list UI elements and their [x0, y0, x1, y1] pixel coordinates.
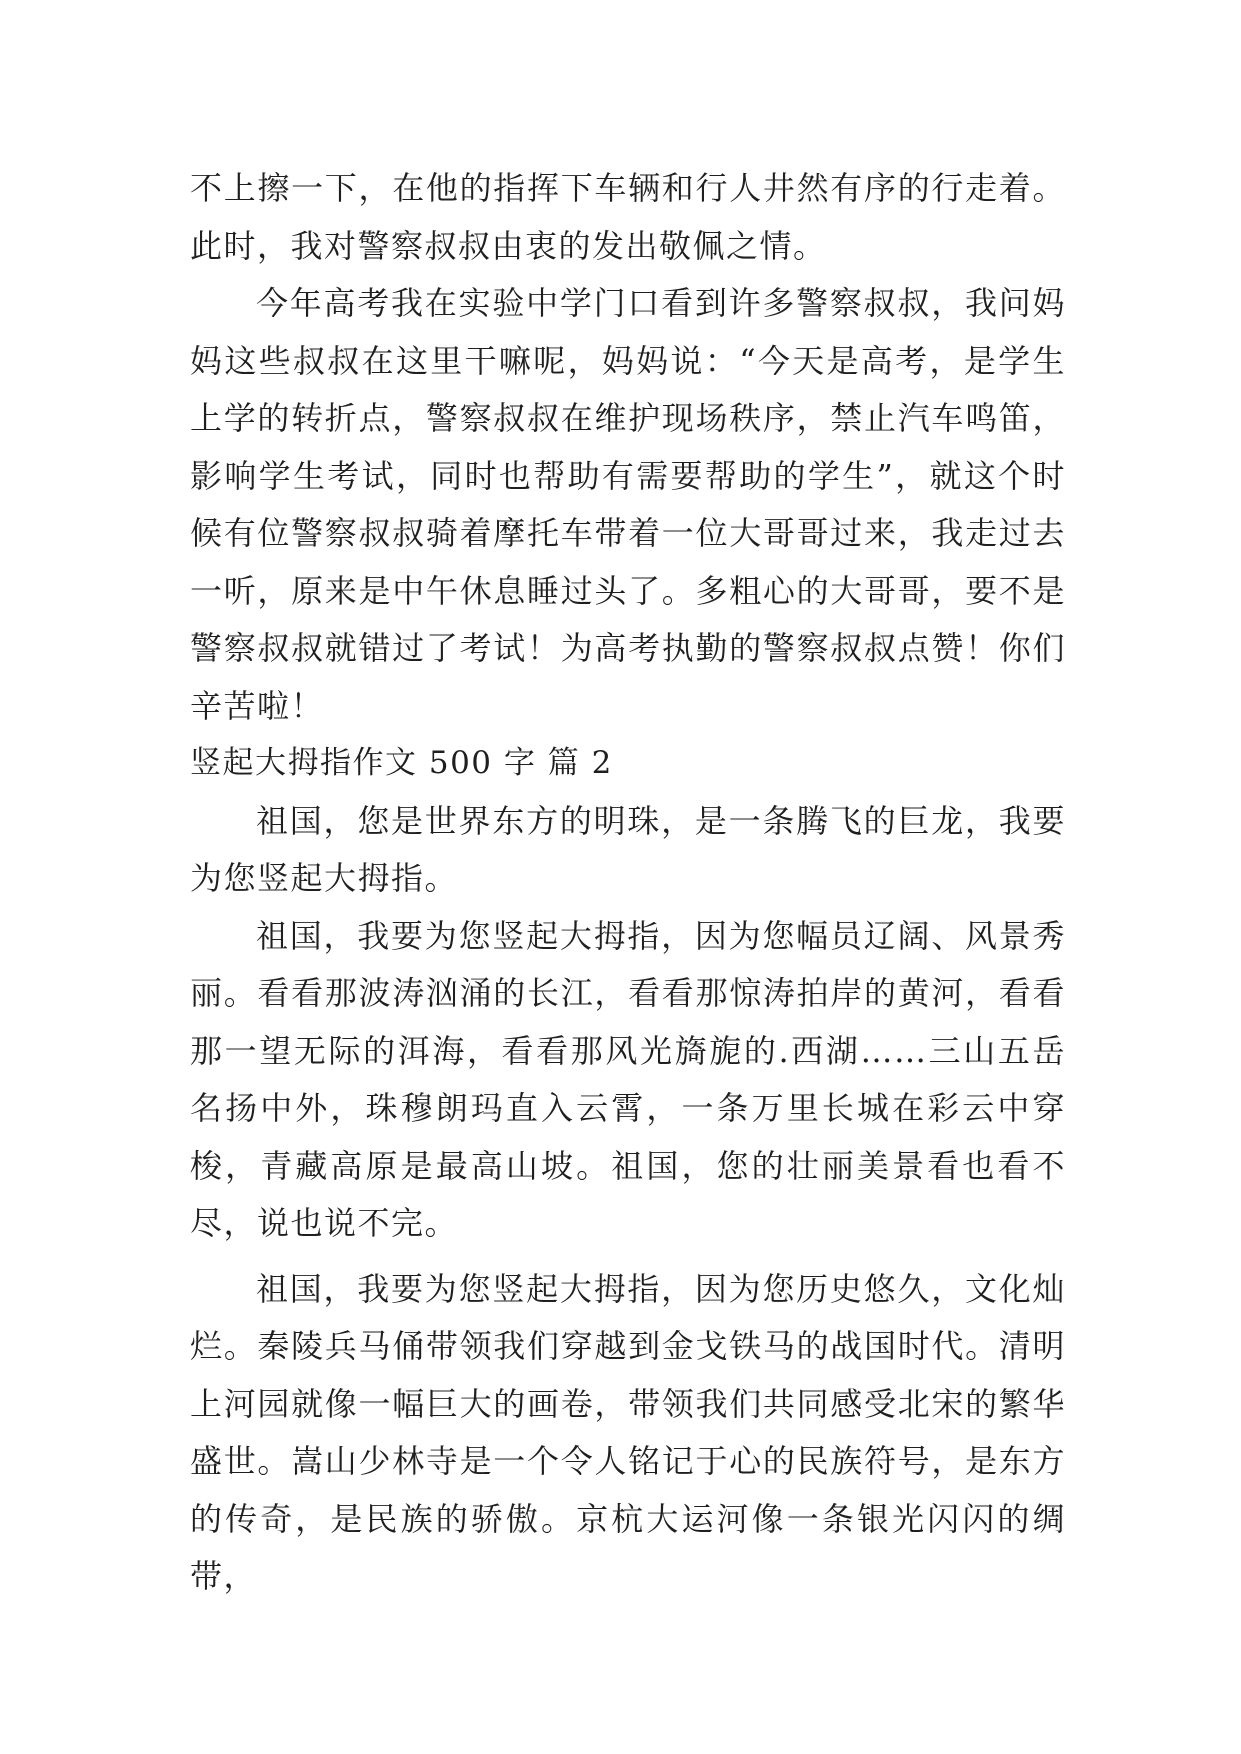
paragraph-2: 今年高考我在实验中学门口看到许多警察叔叔，我问妈妈这些叔叔在这里干嘛呢，妈妈说：“今天是高考，是学生上学的转折点，警察叔叔在维护现场秩序，禁止汽车鸣笛，影响学生考试，同时也帮助有需要帮助的学生”，就这个时候有位警察叔叔骑着摩托车带着一位大哥哥过来，我走过去一听，原来是中午休息睡过头了。多粗心的大哥哥，要不是警察叔叔就错过了考试！为高考执勤的警察叔叔点赞！你们辛苦啦！ — [190, 284, 1066, 725]
paragraph-gap — [190, 1253, 1066, 1261]
paragraph-3: 祖国，您是世界东方的明珠，是一条腾飞的巨龙，我要为您竖起大拇指。 — [190, 801, 1066, 897]
section-heading: 竖起大拇指作文 500 字 篇 2 — [190, 745, 613, 781]
paragraph-4: 祖国，我要为您竖起大拇指，因为您幅员辽阔、风景秀丽。看看那波涛汹涌的长江，看看那惊涛拍岸的黄河，看看那一望无际的洱海，看看那风光旖旎的.西湖……三山五岳名扬中外，珠穆朗玛直入云霄，一条万里长城在彩云中穿梭，青藏高原是最高山坡。祖国，您的壮丽美景看也看不尽，说也说不完。 — [190, 916, 1066, 1242]
paragraph-1: 不上擦一下，在他的指挥下车辆和行人井然有序的行走着。此时，我对警察叔叔由衷的发出敬佩之情。 — [190, 169, 1066, 265]
paragraph-5: 祖国，我要为您竖起大拇指，因为您历史悠久，文化灿烂。秦陵兵马俑带领我们穿越到金戈铁马的战国时代。清明上河园就像一幅巨大的画卷，带领我们共同感受北宋的繁华盛世。嵩山少林寺是一个令人铭记于心的民族符号，是东方的传奇，是民族的骄傲。京杭大运河像一条银光闪闪的绸带， — [190, 1269, 1066, 1595]
document-body — [190, 160, 1066, 1606]
